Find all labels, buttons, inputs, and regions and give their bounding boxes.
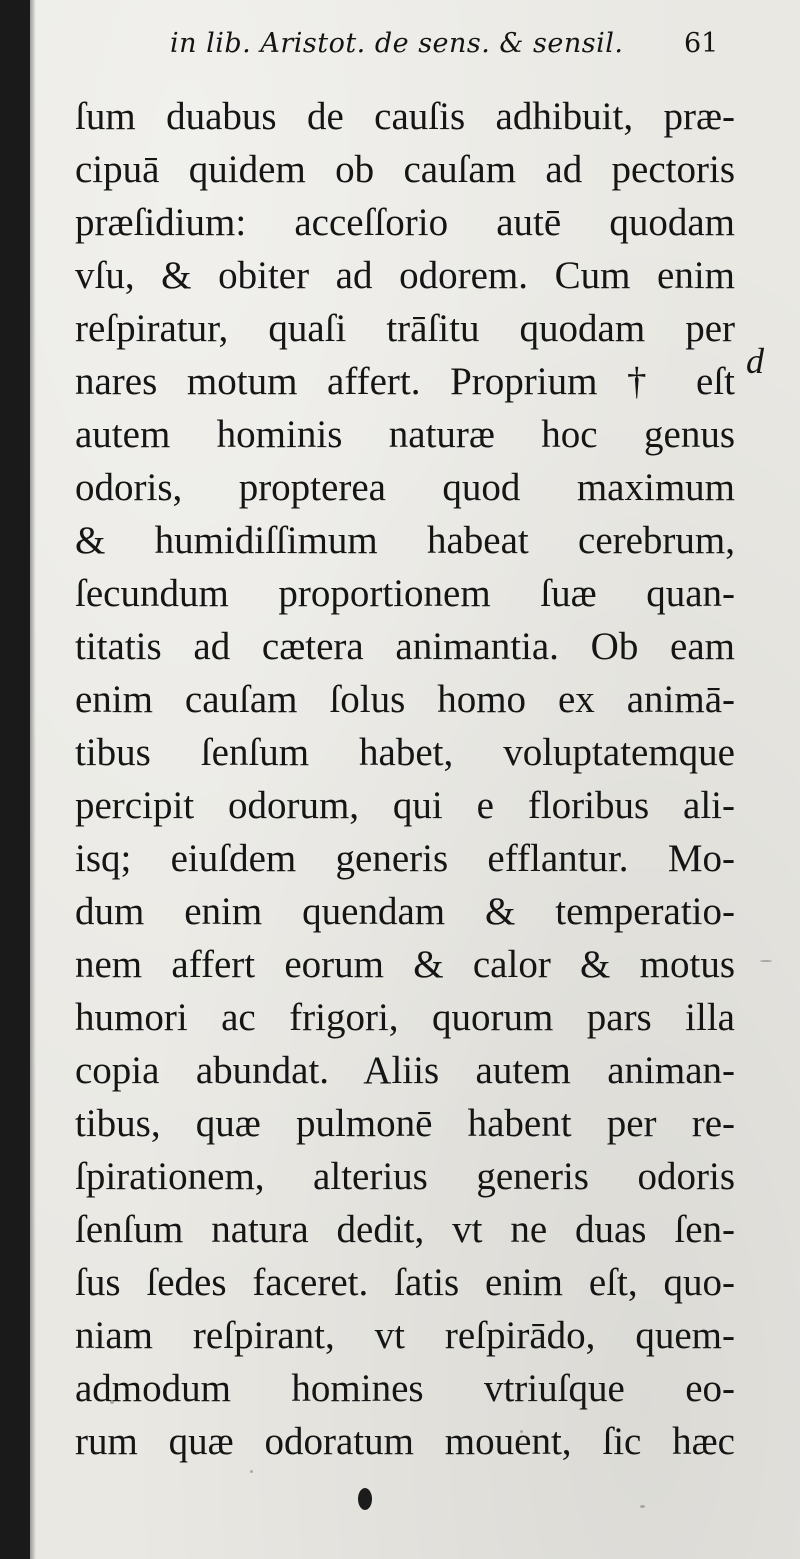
paper-speck <box>640 1505 645 1508</box>
text-line: nares motum affert. Proprium † eſt <box>75 360 735 403</box>
text-line: ſecundum proportionem ſuæ quan- <box>75 572 735 615</box>
marginal-note: d <box>746 341 764 381</box>
running-head: in lib. Aristot. de sens. & sensil. <box>170 28 624 59</box>
text-line: rum quæ odoratum mouent, ſic hæc <box>75 1420 735 1463</box>
text-line: humori ac frigori, quorum pars illa <box>75 996 735 1039</box>
text-line: cipuā quidem ob cauſam ad pectoris <box>75 148 735 191</box>
paper-speck <box>760 960 772 962</box>
paper-speck <box>520 1430 523 1433</box>
text-line: copia abundat. Aliis autem animan- <box>75 1049 735 1092</box>
page-number: 61 <box>684 28 719 59</box>
text-line: autem hominis naturæ hoc genus <box>75 413 735 456</box>
page-gutter-shadow <box>30 0 36 1559</box>
text-line: ſum duabus de cauſis adhibuit, præ- <box>75 95 735 138</box>
text-line: percipit odorum, qui e floribus ali- <box>75 784 735 827</box>
text-line: reſpiratur, quaſi trāſitu quodam per <box>75 307 735 350</box>
text-line: vſu, & obiter ad odorem. Cum enim <box>75 254 735 297</box>
text-line: tibus, quæ pulmonē habent per re- <box>75 1102 735 1145</box>
text-line: isq; eiuſdem generis efflantur. Mo- <box>75 837 735 880</box>
text-line: enim cauſam ſolus homo ex animā- <box>75 678 735 721</box>
text-line: ſpirationem, alterius generis odoris <box>75 1155 735 1198</box>
paper-speck <box>110 1400 114 1404</box>
paper-speck <box>250 1470 253 1473</box>
text-line: dum enim quendam & temperatio- <box>75 890 735 933</box>
text-line: nem affert eorum & calor & motus <box>75 943 735 986</box>
text-line: ſenſum natura dedit, vt ne duas ſen- <box>75 1208 735 1251</box>
text-line: titatis ad cætera animantia. Ob eam <box>75 625 735 668</box>
body-text <box>75 90 735 1468</box>
text-line: ſus ſedes faceret. ſatis enim eſt, quo- <box>75 1261 735 1304</box>
text-line: niam reſpirant, vt reſpirādo, quem- <box>75 1314 735 1357</box>
text-line: tibus ſenſum habet, voluptatemque <box>75 731 735 774</box>
binding-hole-ornament <box>358 1488 372 1510</box>
text-line: odoris, propterea quod maximum <box>75 466 735 509</box>
text-line: & humidiſſimum habeat cerebrum, <box>75 519 735 562</box>
text-line: admodum homines vtriuſque eo- <box>75 1367 735 1410</box>
text-line: præſidium: acceſſorio autē quodam <box>75 201 735 244</box>
